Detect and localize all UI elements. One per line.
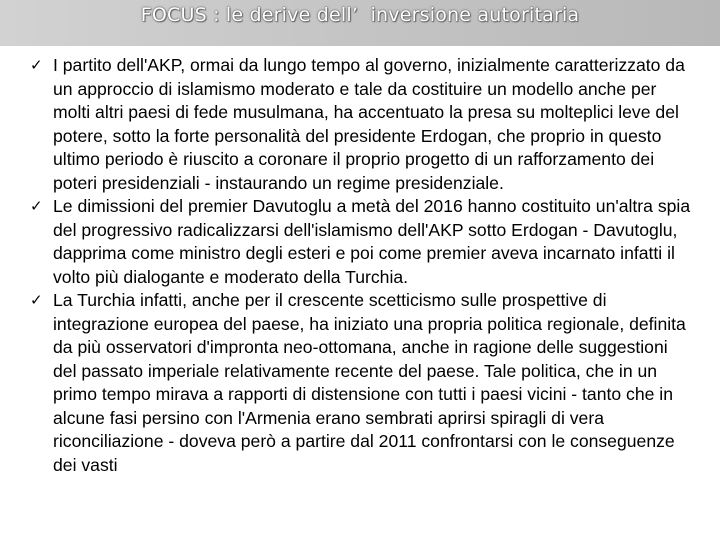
title-bar (0, 0, 720, 46)
bullet-item (0, 195, 720, 289)
bullet-item (0, 289, 720, 477)
bullet-text: Le dimissioni del premier Davutoglu a metà del 2016 hanno costituito un'altra spia del progressivo radicalizzarsi dell'islamismo dell'AKP sotto Erdogan - Davutoglu, dapprima come ministro degli esteri e poi come premier aveva incarnato infatti il volto più dialogante e moderato della Turchia. (53, 196, 691, 287)
slide-body (0, 54, 720, 540)
bullet-text: I partito dell'AKP, ormai da lungo tempo al governo, inizialmente caratterizzato da un approccio di islamismo moderato e tale da costituire un modello anche per molti altri paesi di fede musulmana, ha accentuato la presa su molteplici leve del potere, sotto la forte personalità del presidente Erdogan, che proprio in questo ultimo periodo è riuscito a coronare il proprio progetto di un rafforzamento dei poteri presidenziali - instaurando un regime presidenziale. (53, 55, 685, 193)
bullet-item (0, 54, 720, 195)
checkmark-icon: ✓ (30, 197, 43, 215)
checkmark-icon: ✓ (30, 56, 43, 74)
bullet-text: La Turchia infatti, anche per il crescente scetticismo sulle prospettive di integrazione europea del paese, ha iniziato una propria politica regionale, definita da più osservatori d'impronta neo-ottomana, anche in ragione delle suggestioni del passato imperiale relativamente recente del paese. Tale politica, che in un primo tempo mirava a rapporti di distensione con tutti i paesi vicini - tanto che in alcune fasi persino con l'Armenia erano sembrati aprirsi spiragli di vera riconciliazione - doveva però a partire dal 2011 confrontarsi con le conseguenze dei vasti (53, 290, 686, 475)
slide-title: FOCUS : le derive dell’ inversione autoritaria (140, 4, 580, 26)
checkmark-icon: ✓ (30, 291, 43, 309)
